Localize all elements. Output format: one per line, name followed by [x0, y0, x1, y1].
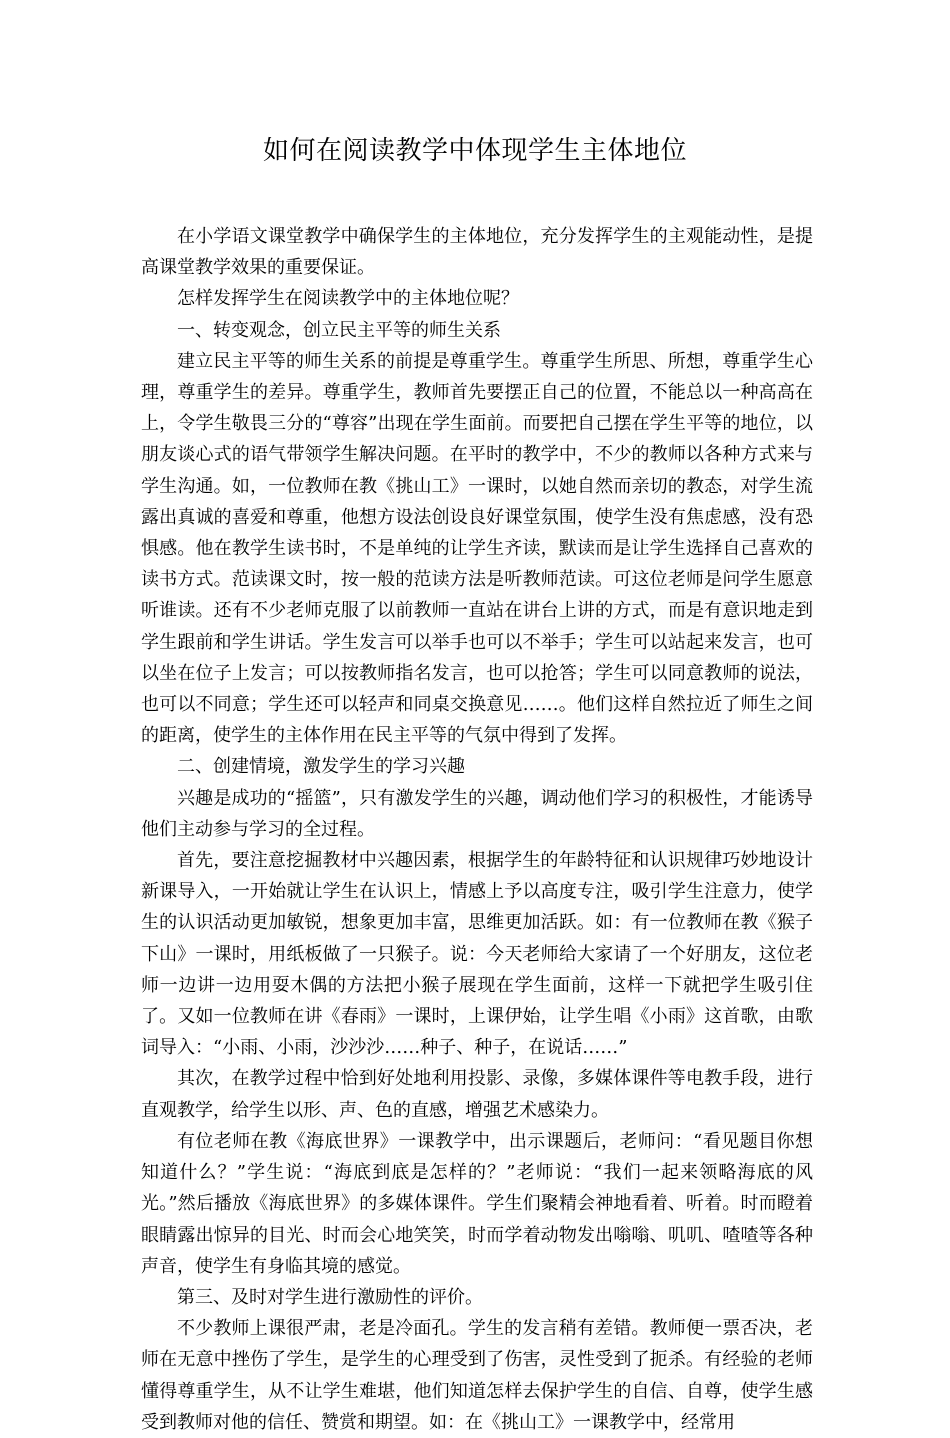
paragraph: 建立民主平等的师生关系的前提是尊重学生。尊重学生所思、所想，尊重学生心理，尊重学生的差异。尊重学生，教师首先要摆正自己的位置，不能总以一种高高在上，令学生敬畏三分的“尊容”出现在学生面前。而要把自己摆在学生平等的地位，以朋友谈心式的语气带领学生解决问题。在平时的教学中，不少的教师以各种方式来与学生沟通。如，一位教师在教《挑山工》一课时，以她自然而亲切的教态，对学生流露出真诚的喜爱和尊重，他想方设法创设良好课堂氛围，使学生没有焦虑感，没有恐惧感。他在教学生读书时，不是单纯的让学生齐读，默读而是让学生选择自己喜欢的读书方式。范读课文时，按一般的范读方法是听教师范读。可这位老师是问学生愿意听谁读。还有不少老师克服了以前教师一直站在讲台上讲的方式，而是有意识地走到学生跟前和学生讲话。学生发言可以举手也可以不举手；学生可以站起来发言，也可以坐在位子上发言；可以按教师指名发言，也可以抢答；学生可以同意教师的说法，也可以不同意；学生还可以轻声和同桌交换意见……。他们这样自然拉近了师生之间的距离，使学生的主体作用在民主平等的气氛中得到了发挥。 [141, 350, 813, 747]
section-heading-3: 第三、及时对学生进行激励性的评价。 [177, 1286, 483, 1308]
section-heading-2: 二、创建情境，激发学生的学习兴趣 [177, 756, 465, 778]
paragraph: 首先，要注意挖掘教材中兴趣因素，根据学生的年龄特征和认识规律巧妙地设计新课导入，一开始就让学生在认识上，情感上予以高度专注，吸引学生注意力，使学生的认识活动更加敏锐，想象更加丰富，思维更加活跃。如：有一位教师在教《猴子下山》一课时，用纸板做了一只猴子。说：今天老师给大家请了一个好朋友，这位老师一边讲一边用耍木偶的方法把小猴子展现在学生面前，这样一下就把学生吸引住了。又如一位教师在讲《春雨》一课时，上课伊始，让学生唱《小雨》这首歌，由歌词导入：“小雨、小雨，沙沙沙……种子、种子，在说话……” [141, 850, 813, 1059]
paragraph-intro: 在小学语文课堂教学中确保学生的主体地位，充分发挥学生的主观能动性，是提高课堂教学效果的重要保证。 [141, 226, 813, 279]
paragraph: 不少教师上课很严肃，老是冷面孔。学生的发言稍有差错。教师便一票否决，老师在无意中挫伤了学生，是学生的心理受到了伤害，灵性受到了扼杀。有经验的老师懂得尊重学生，从不让学生难堪，他们知道怎样去保护学生的自信、自尊，使学生感受到教师对他的信任、赞赏和期望。如：在《挑山工》一课教学中，经常用 [141, 1318, 813, 1433]
paragraph: 兴趣是成功的“摇篮”，只有激发学生的兴趣，调动他们学习的积极性，才能诱导他们主动参与学习的全过程。 [141, 787, 813, 840]
paragraph: 有位老师在教《海底世界》一课教学中，出示课题后，老师问：“看见题目你想知道什么？”学生说：“海底到底是怎样的？”老师说：“我们一起来领略海底的风光。”然后播放《海底世界》的多媒体课件。学生们聚精会神地看着、听着。时而瞪着眼睛露出惊异的目光、时而会心地笑笑，时而学着动物发出嗡嗡、叽叽、喳喳等各种声音，使学生有身临其境的感觉。 [141, 1130, 813, 1277]
document-title: 如何在阅读教学中体现学生主体地位 [262, 136, 687, 166]
document-body [141, 221, 813, 1438]
section-heading-1: 一、转变观念，创立民主平等的师生关系 [177, 319, 501, 341]
paragraph: 其次，在教学过程中恰到好处地利用投影、录像，多媒体课件等电教手段，进行直观教学，给学生以形、声、色的直感，增强艺术感染力。 [141, 1068, 813, 1121]
paragraph-question: 怎样发挥学生在阅读教学中的主体地位呢？ [177, 288, 519, 310]
